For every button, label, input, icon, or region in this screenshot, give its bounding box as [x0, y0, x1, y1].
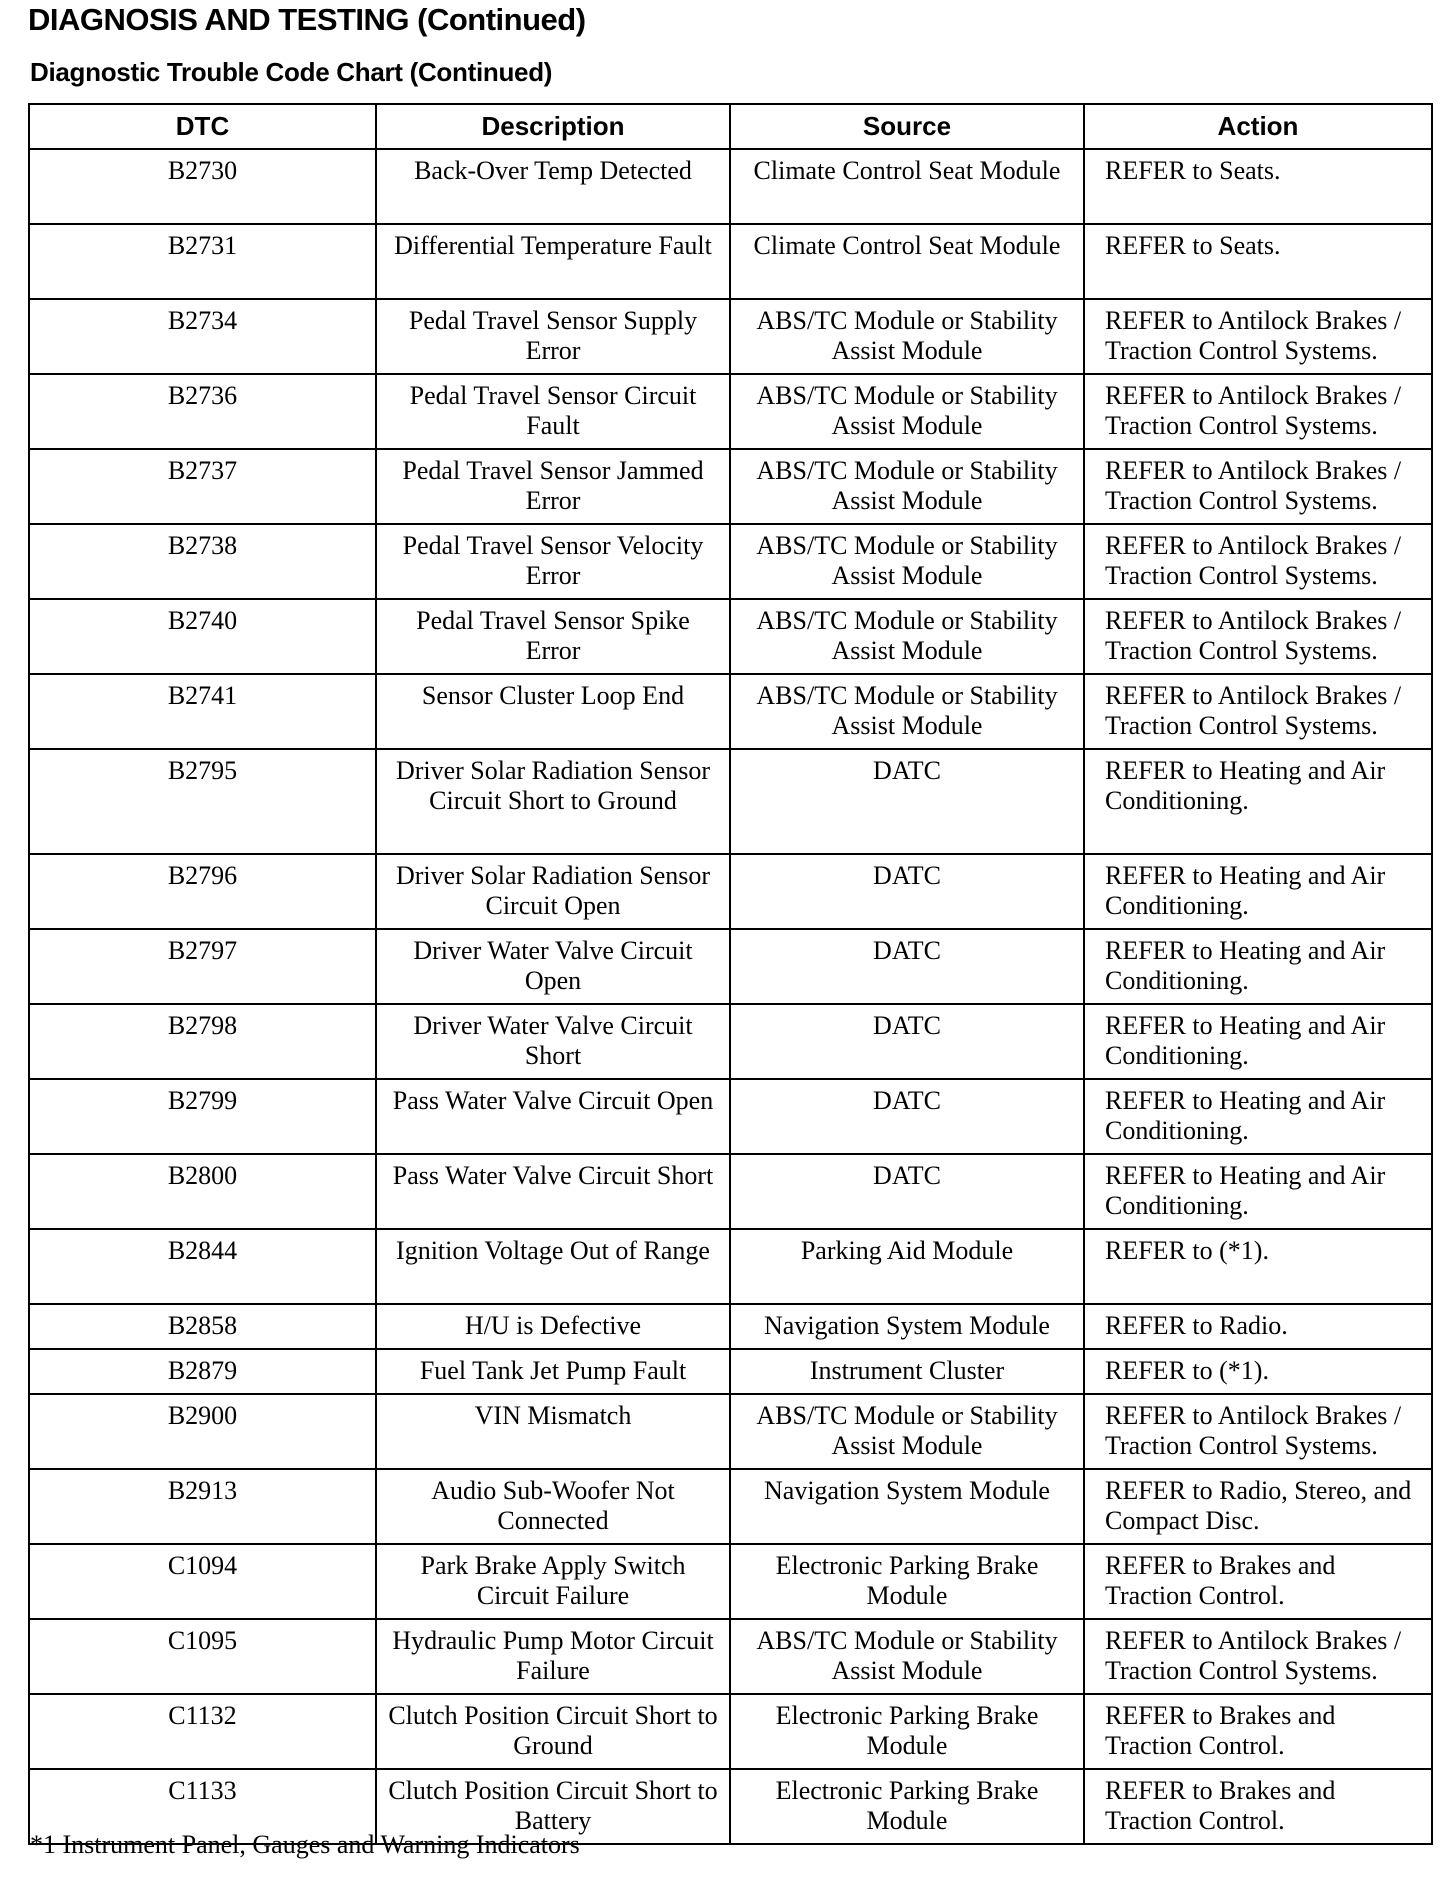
- source-cell: Climate Control Seat Module: [730, 149, 1084, 224]
- source-cell: ABS/TC Module or Stability Assist Module: [730, 524, 1084, 599]
- action-cell: REFER to Heating and Air Conditioning.: [1084, 1079, 1432, 1154]
- source-cell: ABS/TC Module or Stability Assist Module: [730, 1394, 1084, 1469]
- description-cell: Differential Temperature Fault: [376, 224, 730, 299]
- table-body: [29, 149, 1432, 1844]
- action-cell: REFER to Heating and Air Conditioning.: [1084, 749, 1432, 854]
- description-cell: Audio Sub-Woofer Not Connected: [376, 1469, 730, 1544]
- dtc-cell: B2795: [29, 749, 376, 854]
- action-cell: REFER to Brakes and Traction Control.: [1084, 1769, 1432, 1844]
- source-cell: DATC: [730, 929, 1084, 1004]
- source-cell: ABS/TC Module or Stability Assist Module: [730, 1619, 1084, 1694]
- section-subtitle: Diagnostic Trouble Code Chart (Continued): [30, 57, 553, 87]
- table-row: [29, 674, 1432, 749]
- source-cell: DATC: [730, 749, 1084, 854]
- dtc-cell: B2738: [29, 524, 376, 599]
- action-cell: REFER to Seats.: [1084, 149, 1432, 224]
- dtc-cell: B2913: [29, 1469, 376, 1544]
- source-cell: ABS/TC Module or Stability Assist Module: [730, 449, 1084, 524]
- description-cell: VIN Mismatch: [376, 1394, 730, 1469]
- dtc-cell: C1094: [29, 1544, 376, 1619]
- source-cell: DATC: [730, 1154, 1084, 1229]
- action-cell: REFER to Heating and Air Conditioning.: [1084, 854, 1432, 929]
- source-cell: DATC: [730, 1004, 1084, 1079]
- column-header-source: Source: [730, 104, 1084, 149]
- source-cell: Electronic Parking Brake Module: [730, 1694, 1084, 1769]
- table-row: [29, 449, 1432, 524]
- dtc-cell: B2797: [29, 929, 376, 1004]
- action-cell: REFER to Seats.: [1084, 224, 1432, 299]
- description-cell: Pedal Travel Sensor Supply Error: [376, 299, 730, 374]
- action-cell: REFER to Heating and Air Conditioning.: [1084, 929, 1432, 1004]
- action-cell: REFER to Antilock Brakes / Traction Control Systems.: [1084, 1394, 1432, 1469]
- dtc-cell: B2740: [29, 599, 376, 674]
- action-cell: REFER to Antilock Brakes / Traction Control Systems.: [1084, 1619, 1432, 1694]
- action-cell: REFER to Heating and Air Conditioning.: [1084, 1154, 1432, 1229]
- dtc-cell: B2736: [29, 374, 376, 449]
- description-cell: Driver Water Valve Circuit Open: [376, 929, 730, 1004]
- description-cell: Driver Water Valve Circuit Short: [376, 1004, 730, 1079]
- column-header-description: Description: [376, 104, 730, 149]
- dtc-cell: B2844: [29, 1229, 376, 1304]
- source-cell: Instrument Cluster: [730, 1349, 1084, 1394]
- action-cell: REFER to Antilock Brakes / Traction Control Systems.: [1084, 599, 1432, 674]
- page-title: DIAGNOSIS AND TESTING (Continued): [28, 2, 586, 37]
- table-row: [29, 1349, 1432, 1394]
- table-row: [29, 1154, 1432, 1229]
- dtc-cell: B2734: [29, 299, 376, 374]
- source-cell: DATC: [730, 854, 1084, 929]
- dtc-table: [28, 103, 1433, 1845]
- table-row: [29, 1079, 1432, 1154]
- description-cell: Pedal Travel Sensor Velocity Error: [376, 524, 730, 599]
- table-row: [29, 374, 1432, 449]
- header-row: [29, 104, 1432, 149]
- action-cell: REFER to Brakes and Traction Control.: [1084, 1694, 1432, 1769]
- dtc-cell: B2879: [29, 1349, 376, 1394]
- source-cell: ABS/TC Module or Stability Assist Module: [730, 674, 1084, 749]
- action-cell: REFER to Antilock Brakes / Traction Control Systems.: [1084, 299, 1432, 374]
- description-cell: H/U is Defective: [376, 1304, 730, 1349]
- footnote: *1 Instrument Panel, Gauges and Warning Indicators: [30, 1830, 580, 1859]
- description-cell: Pass Water Valve Circuit Open: [376, 1079, 730, 1154]
- table-row: [29, 1544, 1432, 1619]
- action-cell: REFER to Radio.: [1084, 1304, 1432, 1349]
- table-row: [29, 749, 1432, 854]
- dtc-cell: C1133: [29, 1769, 376, 1844]
- source-cell: ABS/TC Module or Stability Assist Module: [730, 299, 1084, 374]
- table-row: [29, 929, 1432, 1004]
- dtc-cell: C1132: [29, 1694, 376, 1769]
- dtc-cell: B2858: [29, 1304, 376, 1349]
- description-cell: Fuel Tank Jet Pump Fault: [376, 1349, 730, 1394]
- description-cell: Clutch Position Circuit Short to Battery: [376, 1769, 730, 1844]
- table-row: [29, 1004, 1432, 1079]
- table-header: [29, 104, 1432, 149]
- description-cell: Park Brake Apply Switch Circuit Failure: [376, 1544, 730, 1619]
- description-cell: Sensor Cluster Loop End: [376, 674, 730, 749]
- description-cell: Back-Over Temp Detected: [376, 149, 730, 224]
- action-cell: REFER to (*1).: [1084, 1349, 1432, 1394]
- source-cell: ABS/TC Module or Stability Assist Module: [730, 599, 1084, 674]
- table-row: [29, 854, 1432, 929]
- table-row: [29, 599, 1432, 674]
- dtc-cell: B2741: [29, 674, 376, 749]
- dtc-cell: B2900: [29, 1394, 376, 1469]
- table-row: [29, 1229, 1432, 1304]
- description-cell: Pass Water Valve Circuit Short: [376, 1154, 730, 1229]
- description-cell: Pedal Travel Sensor Jammed Error: [376, 449, 730, 524]
- dtc-cell: B2796: [29, 854, 376, 929]
- action-cell: REFER to Antilock Brakes / Traction Control Systems.: [1084, 374, 1432, 449]
- table-row: [29, 1619, 1432, 1694]
- table-row: [29, 299, 1432, 374]
- description-cell: Ignition Voltage Out of Range: [376, 1229, 730, 1304]
- description-cell: Driver Solar Radiation Sensor Circuit Open: [376, 854, 730, 929]
- action-cell: REFER to Heating and Air Conditioning.: [1084, 1004, 1432, 1079]
- dtc-cell: C1095: [29, 1619, 376, 1694]
- description-cell: Hydraulic Pump Motor Circuit Failure: [376, 1619, 730, 1694]
- dtc-cell: B2737: [29, 449, 376, 524]
- dtc-cell: B2798: [29, 1004, 376, 1079]
- description-cell: Pedal Travel Sensor Spike Error: [376, 599, 730, 674]
- source-cell: Navigation System Module: [730, 1469, 1084, 1544]
- source-cell: Electronic Parking Brake Module: [730, 1769, 1084, 1844]
- table-row: [29, 149, 1432, 224]
- table-row: [29, 1394, 1432, 1469]
- action-cell: REFER to Antilock Brakes / Traction Control Systems.: [1084, 524, 1432, 599]
- dtc-cell: B2730: [29, 149, 376, 224]
- table-row: [29, 1469, 1432, 1544]
- column-header-dtc: DTC: [29, 104, 376, 149]
- table-row: [29, 524, 1432, 599]
- description-cell: Clutch Position Circuit Short to Ground: [376, 1694, 730, 1769]
- action-cell: REFER to Brakes and Traction Control.: [1084, 1544, 1432, 1619]
- table-row: [29, 1694, 1432, 1769]
- action-cell: REFER to Antilock Brakes / Traction Control Systems.: [1084, 449, 1432, 524]
- dtc-cell: B2731: [29, 224, 376, 299]
- description-cell: Pedal Travel Sensor Circuit Fault: [376, 374, 730, 449]
- source-cell: Climate Control Seat Module: [730, 224, 1084, 299]
- source-cell: DATC: [730, 1079, 1084, 1154]
- action-cell: REFER to (*1).: [1084, 1229, 1432, 1304]
- table-row: [29, 1304, 1432, 1349]
- action-cell: REFER to Antilock Brakes / Traction Control Systems.: [1084, 674, 1432, 749]
- action-cell: REFER to Radio, Stereo, and Compact Disc.: [1084, 1469, 1432, 1544]
- dtc-cell: B2799: [29, 1079, 376, 1154]
- description-cell: Driver Solar Radiation Sensor Circuit Short to Ground: [376, 749, 730, 854]
- dtc-cell: B2800: [29, 1154, 376, 1229]
- source-cell: Navigation System Module: [730, 1304, 1084, 1349]
- table-row: [29, 224, 1432, 299]
- source-cell: ABS/TC Module or Stability Assist Module: [730, 374, 1084, 449]
- source-cell: Electronic Parking Brake Module: [730, 1544, 1084, 1619]
- source-cell: Parking Aid Module: [730, 1229, 1084, 1304]
- column-header-action: Action: [1084, 104, 1432, 149]
